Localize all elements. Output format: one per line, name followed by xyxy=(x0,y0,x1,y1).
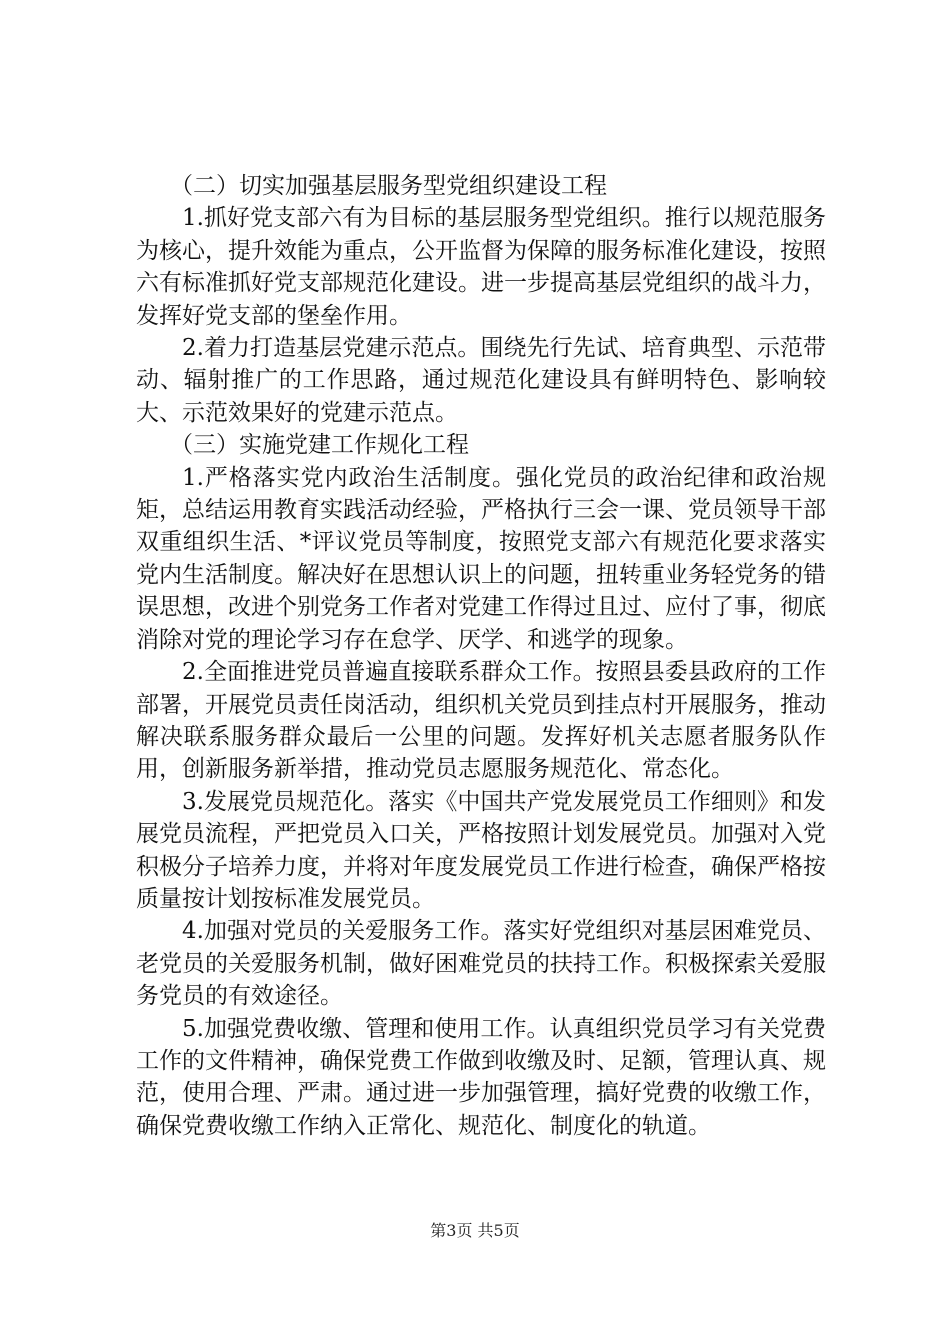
paragraph-2-2: 2.着力打造基层党建示范点。围绕先行先试、培育典型、示范带动、辐射推广的工作思路，通过规范化建设具有鲜明特色、影响较大、示范效果好的党建示范点。 xyxy=(136,335,826,426)
paragraph-3-4: 4.加强对党员的关爱服务工作。落实好党组织对基层困难党员、老党员的关爱服务机制，做好困难党员的扶持工作。积极探索关爱服务党员的有效途径。 xyxy=(136,918,826,1010)
paragraph-3-5: 5.加强党费收缴、管理和使用工作。认真组织党员学习有关党费工作的文件精神，确保党费工作做到收缴及时、足额，管理认真、规范，使用合理、严肃。通过进一步加强管理，搞好党费的收缴工作，确保党费收缴工作纳入正常化、规范化、制度化的轨道。 xyxy=(136,1015,826,1139)
page-number-footer: 第3页 共5页 xyxy=(430,1221,520,1240)
paragraph-3-2: 2.全面推进党员普遍直接联系群众工作。按照县委县政府的工作部署，开展党员责任岗活动，组织机关党员到挂点村开展服务，推动解决联系服务群众最后一公里的问题。发挥好机关志愿者服务队作用，创新服务新举措，推动党员志愿服务规范化、常态化。 xyxy=(136,659,826,783)
paragraph-3-1: 1.严格落实党内政治生活制度。强化党员的政治纪律和政治规矩，总结运用教育实践活动经验，严格执行三会一课、党员领导干部双重组织生活、*评议党员等制度，按照党支部六有规范化要求落实党内生活制度。解决好在思想认识上的问题，扭转重业务轻党务的错误思想，改进个别党务工作者对党建工作得过且过、应付了事，彻底消除对党的理论学习存在怠学、厌学、和逃学的现象。 xyxy=(136,464,826,653)
section-heading-2: （二）切实加强基层服务型党组织建设工程 xyxy=(170,173,607,199)
paragraph-2-1: 1.抓好党支部六有为目标的基层服务型党组织。推行以规范服务为核心，提升效能为重点，公开监督为保障的服务标准化建设，按照六有标准抓好党支部规范化建设。进一步提高基层党组织的战斗力，发挥好党支部的堡垒作用。 xyxy=(136,205,826,329)
document-body xyxy=(136,170,826,1142)
section-heading-3: （三）实施党建工作规化工程 xyxy=(170,432,469,459)
paragraph-3-3: 3.发展党员规范化。落实《中国共产党发展党员工作细则》和发展党员流程，严把党员入口关，严格按照计划发展党员。加强对入党积极分子培养力度，并将对年度发展党员工作进行检查，确保严格按质量按计划按标准发展党员。 xyxy=(136,788,826,912)
